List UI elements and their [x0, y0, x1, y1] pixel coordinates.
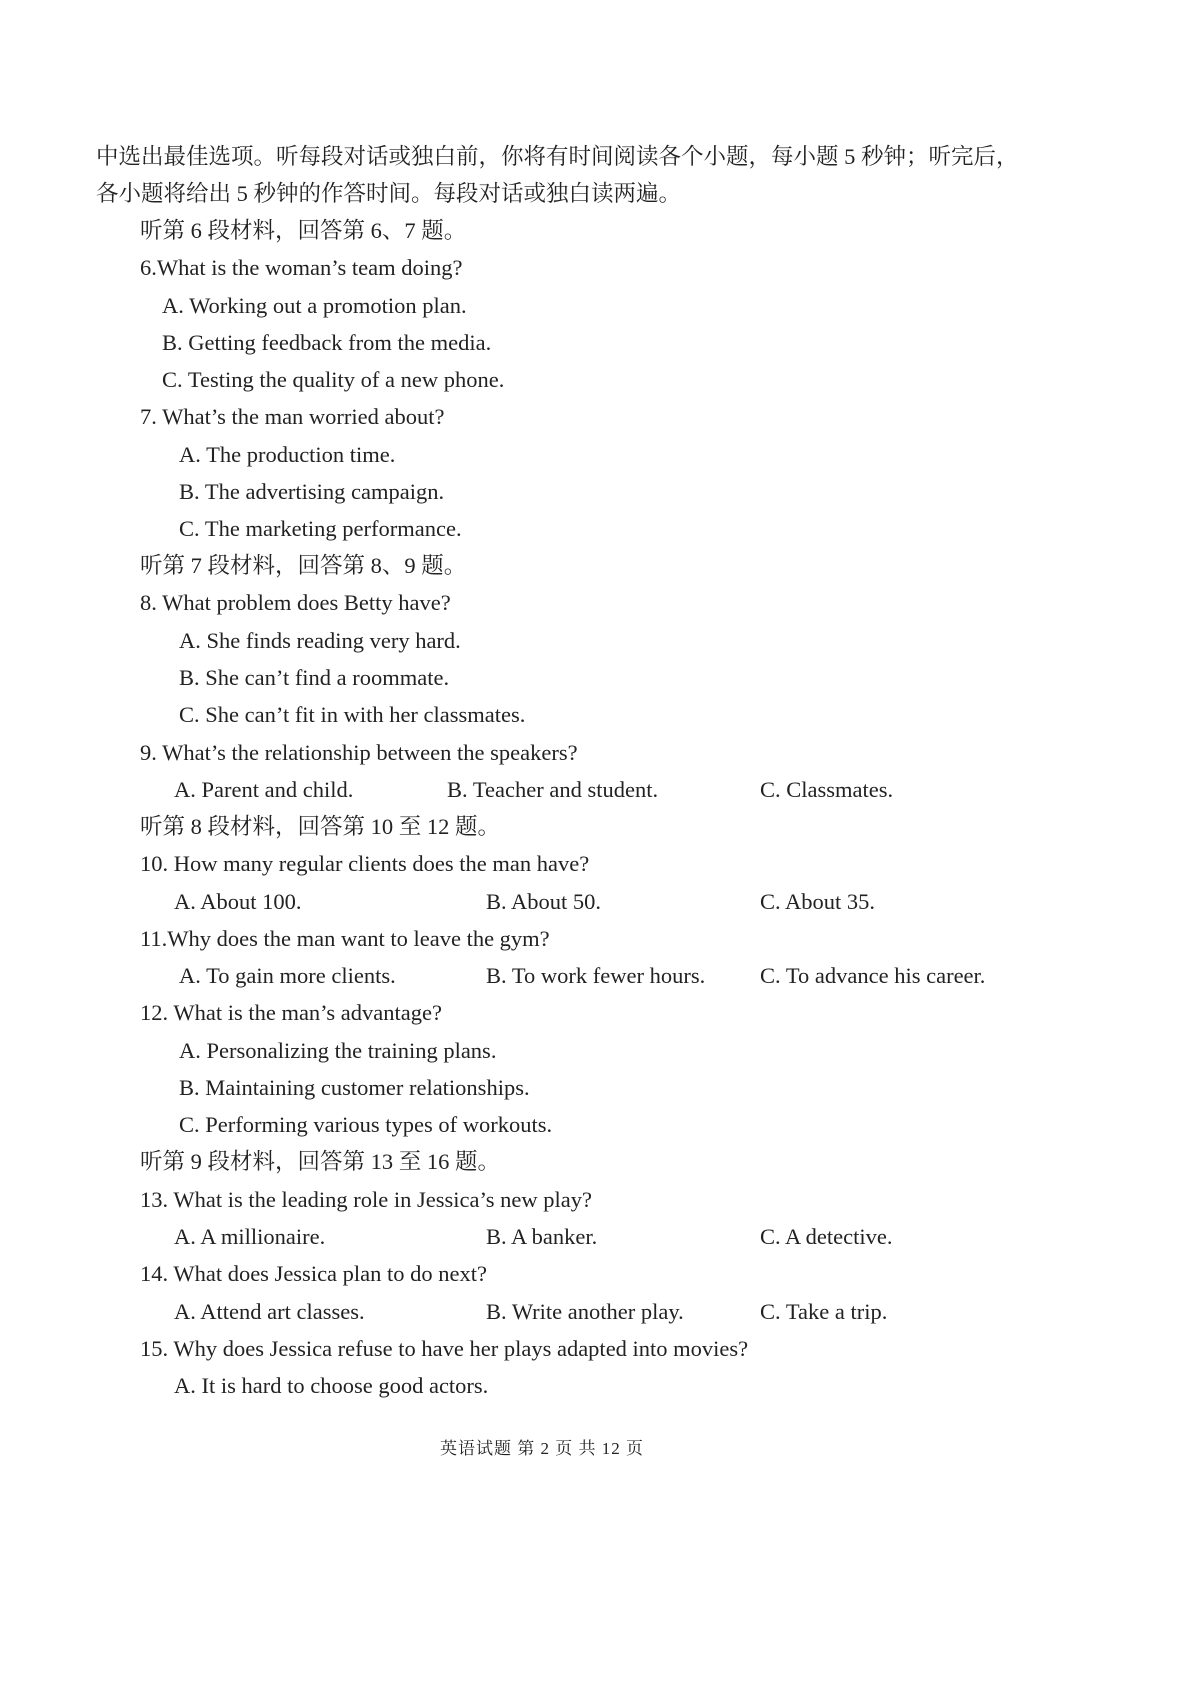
question-6-stem: 6.What is the woman’s team doing? [140, 255, 463, 280]
question-10-option-b: B. About 50. [486, 889, 602, 914]
question-7-option-a: A. The production time. [179, 442, 396, 467]
question-9-option-c: C. Classmates. [760, 777, 894, 802]
question-7-option-c: C. The marketing performance. [179, 516, 462, 541]
question-13-option-b: B. A banker. [486, 1224, 598, 1249]
question-12-option-a: A. Personalizing the training plans. [179, 1038, 497, 1063]
question-10-option-c: C. About 35. [760, 889, 876, 914]
question-8-option-b: B. She can’t find a roommate. [179, 665, 450, 690]
question-9-stem: 9. What’s the relationship between the speakers? [140, 740, 578, 765]
section-heading-6: 听第 6 段材料，回答第 6、7 题。 [140, 218, 467, 243]
intro-line-2: 各小题将给出 5 秒钟的作答时间。每段对话或独白读两遍。 [96, 181, 682, 206]
question-11-option-b: B. To work fewer hours. [486, 963, 706, 988]
question-6-option-a: A. Working out a promotion plan. [162, 293, 467, 318]
intro-line-1: 中选出最佳选项。听每段对话或独白前，你将有时间阅读各个小题，每小题 5 秒钟；听完后， [96, 144, 1019, 169]
question-8-stem: 8. What problem does Betty have? [140, 590, 451, 615]
section-heading-9: 听第 9 段材料，回答第 13 至 16 题。 [140, 1149, 501, 1174]
question-10-option-a: A. About 100. [174, 889, 302, 914]
question-10-stem: 10. How many regular clients does the man have? [140, 851, 590, 876]
question-11-option-c: C. To advance his career. [760, 963, 986, 988]
question-14-option-b: B. Write another play. [486, 1299, 684, 1324]
page-footer: 英语试题 第 2 页 共 12 页 [440, 1439, 644, 1458]
question-12-option-c: C. Performing various types of workouts. [179, 1112, 553, 1137]
question-6-option-b: B. Getting feedback from the media. [162, 330, 492, 355]
question-11-stem: 11.Why does the man want to leave the gym? [140, 926, 550, 951]
question-7-option-b: B. The advertising campaign. [179, 479, 445, 504]
question-12-option-b: B. Maintaining customer relationships. [179, 1075, 530, 1100]
question-8-option-c: C. She can’t fit in with her classmates. [179, 702, 526, 727]
question-8-option-a: A. She finds reading very hard. [179, 628, 461, 653]
question-9-option-b: B. Teacher and student. [447, 777, 659, 802]
question-9-option-a: A. Parent and child. [174, 777, 354, 802]
question-11-option-a: A. To gain more clients. [179, 963, 396, 988]
question-12-stem: 12. What is the man’s advantage? [140, 1000, 442, 1025]
section-heading-7: 听第 7 段材料，回答第 8、9 题。 [140, 553, 467, 578]
question-14-option-a: A. Attend art classes. [174, 1299, 365, 1324]
question-7-stem: 7. What’s the man worried about? [140, 404, 445, 429]
question-13-option-c: C. A detective. [760, 1224, 893, 1249]
question-15-stem: 15. Why does Jessica refuse to have her plays adapted into movies? [140, 1336, 749, 1361]
question-13-stem: 13. What is the leading role in Jessica’s new play? [140, 1187, 592, 1212]
question-14-stem: 14. What does Jessica plan to do next? [140, 1261, 488, 1286]
question-13-option-a: A. A millionaire. [174, 1224, 326, 1249]
question-15-option-a: A. It is hard to choose good actors. [174, 1373, 489, 1398]
section-heading-8: 听第 8 段材料，回答第 10 至 12 题。 [140, 814, 501, 839]
question-14-option-c: C. Take a trip. [760, 1299, 888, 1324]
question-6-option-c: C. Testing the quality of a new phone. [162, 367, 505, 392]
